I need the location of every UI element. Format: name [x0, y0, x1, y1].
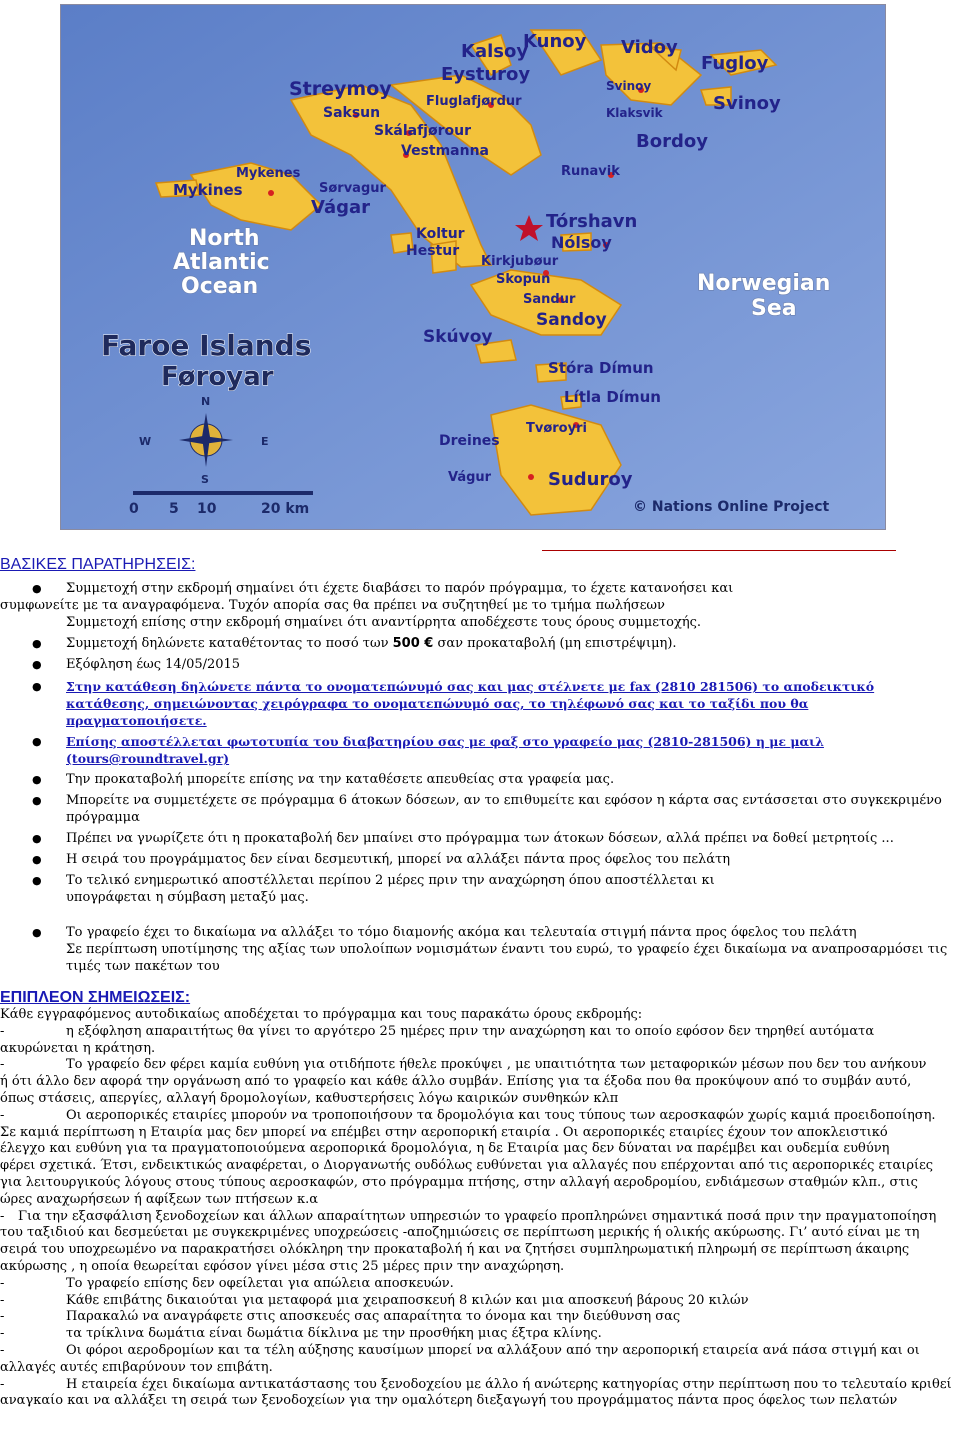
note-item: ● Συμμετοχή δηλώνετε καταθέτοντας το ποσό των 500 € σαν προκαταβολή (μη επιστρέψιμη).	[32, 636, 677, 651]
svg-text:Nólsoy: Nólsoy	[551, 233, 612, 252]
bullet-icon: ●	[32, 832, 42, 845]
svg-text:Klaksvik: Klaksvik	[606, 106, 663, 120]
svg-text:Bordoy: Bordoy	[636, 131, 708, 152]
svg-text:Sandur: Sandur	[523, 292, 576, 307]
extra-note-line: - Οι φόροι αεροδρομίων και τα τέλη αύξησης καυσίμων μπορεί να αλλάξουν από την αεροπορική εταιρεία ανά πάσα στιγμή και οι	[0, 1342, 920, 1358]
note-item	[0, 678, 960, 729]
note-item	[0, 771, 960, 788]
extra-note-line: σειρά του υποχρεωμένο να παρακρατήσει ολόκληρη την προκαταβολή ή και να ζητήσει συμπληρωματική πληρωμή σε περίπτωση άκαιρης	[0, 1242, 910, 1258]
extra-note-line: φέρει σχετικά. Έτσι, ενδεικτικώς αναφέρεται, ο Διοργανωτής ουδόλως ευθύνεται για αλλαγές που επέρχονται από τις αεροπορικές εταιρίες	[0, 1158, 934, 1174]
extra-note-line: - τα τρίκλινα δωμάτια είναι δωμάτια δίκλινα με την προσθήκη μιας έξτρα κλίνης.	[0, 1326, 602, 1342]
extra-note-line: - η εξόφληση απαραιτήτως θα γίνει το αργότερο 25 ημέρες πριν την αναχώρηση και το οποίο εφόσον δεν τηρηθεί αυτόματα	[0, 1023, 875, 1039]
extra-note-line: Σε καμιά περίπτωση η Εταιρία μας δεν μπορεί να επέμβει στην αεροπορική εταιρία . Οι αεροπορικές εταιρίες έχουν τον αποκλειστικό	[0, 1124, 888, 1140]
compass-s: S	[201, 473, 209, 486]
note-line: Την προκαταβολή μπορείτε επίσης να την καταθέσετε απευθείας στα γραφεία μας.	[66, 772, 615, 787]
svg-text:Koltur: Koltur	[416, 226, 465, 242]
note-line: πραγματοποιήσετε.	[66, 713, 207, 728]
note-item	[0, 924, 960, 975]
extra-note-line: - Για την εξασφάλιση ξενοδοχείων και άλλων απαραίτητων υπηρεσιών το γραφείο προπληρώνει σημαντικά ποσά πριν την πραγματοποίηση	[0, 1208, 937, 1224]
svg-text:Mykines: Mykines	[173, 181, 243, 199]
divider	[542, 550, 896, 551]
svg-text:Sørvagur: Sørvagur	[319, 181, 386, 196]
svg-text:Tórshavn: Tórshavn	[546, 211, 638, 232]
svg-text:Vágar: Vágar	[311, 197, 371, 218]
svg-text:Fugloy: Fugloy	[701, 53, 769, 74]
note-line: Μπορείτε να συμμετέχετε σε πρόγραμμα 6 άτοκων δόσεων, αν το επιθυμείτε και εφόσον η κάρτα σας εντάσσεται στο συγκεκριμένο	[66, 793, 942, 808]
svg-text:Vidoy: Vidoy	[621, 37, 678, 58]
section2-list	[0, 1024, 960, 1410]
svg-text:Tvøroyri: Tvøroyri	[526, 421, 587, 436]
extra-note-line: για λειτουργικούς λόγους στους τύπους αεροσκαφών, στο πρόγραμμα πτήσης, στην αλλαγή αεροδρομίου, ενδιάμεσων σταθμών κλπ., στις	[0, 1174, 918, 1190]
svg-text:Vágur: Vágur	[448, 470, 492, 485]
svg-text:Saksun: Saksun	[323, 105, 381, 121]
extra-note-line: ώρες αναχωρήσεων ή αφίξεων των πτήσεων κ.α	[0, 1191, 319, 1207]
compass-e: E	[261, 435, 269, 448]
svg-text:Ocean: Ocean	[181, 274, 259, 299]
extra-note-line: - Το γραφείο δεν φέρει καμία ευθύνη για οτιδήποτε ήθελε προκύψει , με υπαιτιότητα των μεταφορικών μέσων που δεν του ανήκουν	[0, 1057, 927, 1073]
extra-note-line: έλεγχο και ευθύνη για τα πραγματοποιούμενα αεροπορικά δρομολόγια, η δε Εταιρία μας δεν δύναται να παρέμβει και ουδεμία ευθύνη	[0, 1141, 890, 1157]
svg-text:Runavik: Runavik	[561, 164, 620, 179]
note-line: Πρέπει να γνωρίζετε ότι η προκαταβολή δεν μπαίνει στο πρόγραμμα των άτοκων δόσεων, αλλά πρέπει να δοθεί μετρητοίς ...	[66, 831, 894, 846]
svg-text:Kunoy: Kunoy	[523, 31, 587, 52]
map-title: Faroe Islands	[101, 329, 312, 362]
bullet-icon: ●	[32, 794, 42, 807]
svg-text:Svinoy: Svinoy	[713, 93, 781, 114]
note-line: τιμές των πακέτων του	[66, 959, 220, 974]
extra-note-line: αναγκαίο και να αλλάξει τη σειρά των ξενοδοχείων για την ομαλότερη διεξαγωγή του προγράμματος πάντα προς όφελος των πελατών	[0, 1393, 898, 1409]
note-item	[0, 580, 960, 631]
svg-text:Skúvoy: Skúvoy	[423, 327, 493, 347]
bullet-icon: ●	[32, 637, 42, 650]
svg-text:Streymoy: Streymoy	[289, 78, 392, 100]
extra-note-line: - Κάθε επιβάτης δικαιούται για μεταφορά μια χειραποσκευή 8 κιλών και μια αποσκευή βάρους 20 κιλών	[0, 1292, 749, 1308]
extra-note-line: ακύρωσης , η οποία θεωρείται εφόσον γίνει μέσα στις 25 μέρες πριν την αναχώρηση.	[0, 1258, 565, 1274]
note-line: πρόγραμμα	[66, 810, 140, 825]
svg-text:0: 0	[129, 501, 139, 517]
bullet-icon: ●	[32, 773, 42, 786]
section2-intro: Κάθε εγγραφόμενος αυτοδικαίως αποδέχεται το πρόγραμμα και τους παρακάτω όρους εκδρομής:	[0, 1007, 643, 1022]
note-line: Η σειρά του προγράμματος δεν είναι δεσμευτική, μπορεί να αλλάξει πάντα προς όφελος του πελάτη	[66, 852, 731, 867]
note-line: Επίσης αποστέλλεται φωτοτυπία του διαβατηρίου σας με φαξ στο γραφείο μας (2810-281506) η με μαιλ	[66, 734, 824, 749]
extra-note-line: του ταξιδιού και δεσμεύεται με συγκεκριμένες υποχρεώσεις -αποζημιώσεις σε περίπτωση μερικής ή ολικής ακύρωσης. Γι’ αυτό είναι με τη	[0, 1225, 920, 1241]
section2-heading: ΕΠΙΠΛΕΟΝ ΣΗΜΕΙΩΣΕΙΣ:	[0, 989, 191, 1006]
note-item	[0, 851, 960, 868]
bullet-icon: ●	[32, 874, 42, 887]
extra-note-line: ή ότι άλλο δεν αφορά την οργάνωση από το γραφείο και κάθε άλλο συμβάν. Επίσης για τα έξοδα που θα προκύψουν από το συμβάν αυτό,	[0, 1074, 912, 1090]
svg-text:Skopun: Skopun	[496, 272, 551, 287]
note-line: Το γραφείο έχει το δικαίωμα να αλλάξει το τόμο διαμονής ακόμα και τελευταία στιγμή πάντα προς όφελος του πελάτη	[66, 925, 857, 940]
svg-text:10: 10	[197, 501, 217, 517]
svg-text:Vestmanna: Vestmanna	[401, 143, 490, 159]
note-item	[0, 792, 960, 826]
bullet-icon: ●	[32, 735, 42, 748]
svg-text:Svinoy: Svinoy	[606, 79, 652, 93]
note-line: (tours@roundtravel.gr)	[66, 751, 230, 766]
extra-note-line: - Το γραφείο επίσης δεν οφείλεται για απώλεια αποσκευών.	[0, 1275, 454, 1291]
bullet-icon: ●	[32, 658, 42, 671]
document-body	[0, 556, 960, 1410]
bullet-icon: ●	[32, 680, 42, 693]
compass-w: W	[139, 435, 152, 448]
svg-text:5: 5	[169, 501, 179, 517]
note-line: υπογράφεται η σύμβαση μεταξύ μας.	[66, 890, 309, 905]
note-item	[0, 889, 960, 906]
note-line: Σε περίπτωση υποτίμησης της αξίας των υπολοίπων νομισμάτων έναντι του ευρώ, το γραφείο έχει δικαίωμα να αναπροσαρμόσει τις	[66, 942, 948, 957]
extra-note-line: - Οι αεροπορικές εταιρίες μπορούν να τροποποιήσουν τα δρομολόγια και τους τύπους των αεροσκαφών χωρίς καμιά προειδοποίηση.	[0, 1107, 936, 1123]
note-item	[0, 830, 960, 847]
note-line: συμφωνείτε με τα αναγραφόμενα. Τυχόν απορία σας θα πρέπει να συζητηθεί με το τμήμα πωλήσεων	[0, 598, 665, 613]
svg-text:Hestur: Hestur	[406, 243, 460, 259]
map-subtitle: Føroyar	[161, 362, 274, 392]
extra-note-line: - Η εταιρεία έχει δικαίωμα αντικατάστασης του ξενοδοχείου με άλλο ή ανώτερης κατηγορίας στην περίπτωση που το τελευταίο κριθεί	[0, 1376, 952, 1392]
note-line: Εξόφληση έως 14/05/2015	[66, 657, 241, 672]
svg-text:Dreines: Dreines	[439, 433, 500, 449]
compass-n: N	[201, 395, 211, 408]
note-item	[0, 733, 960, 767]
extra-note-line: όπως στάσεις, απεργίες, αλλαγή δρομολογίων, καθυστερήσεις λόγω καιρικών συνθηκών κλπ	[0, 1090, 619, 1106]
svg-text:20 km: 20 km	[261, 501, 310, 517]
note-line: Στην κατάθεση δηλώνετε πάντα το ονοματεπώνυμό σας και μας στέλνετε με fax (2810 281506) το αποδεικτικό	[66, 679, 875, 694]
svg-text:Kalsoy: Kalsoy	[461, 41, 529, 62]
note-line: Το τελικό ενημερωτικό αποστέλλεται περίπου 2 μέρες πριν την αναχώρηση όπου αποστέλλεται κι	[66, 873, 715, 888]
map-svg	[61, 5, 885, 529]
svg-text:Atlantic: Atlantic	[173, 250, 270, 275]
svg-text:Suduroy: Suduroy	[548, 469, 633, 490]
svg-text:Mykenes: Mykenes	[236, 166, 301, 181]
faroe-map	[60, 4, 886, 530]
extra-note-line: αλλαγές αυτές επιβαρύνουν τον επιβάτη.	[0, 1359, 273, 1375]
note-line: κατάθεσης, σημειώνοντας χειρόγραφα το ονοματεπώνυμό σας, το τηλέφωνό σας και το ταξίδι που θα	[66, 696, 809, 711]
svg-text:Sandoy: Sandoy	[536, 310, 607, 330]
note-item	[0, 656, 960, 673]
bullet-icon: ●	[32, 853, 42, 866]
bullet-icon: ●	[32, 582, 42, 595]
svg-text:Stóra Dímun: Stóra Dímun	[548, 359, 654, 377]
map-copyright: © Nations Online Project	[633, 499, 830, 515]
svg-text:Lítla Dímun: Lítla Dímun	[564, 388, 661, 406]
note-line: Συμμετοχή επίσης στην εκδρομή σημαίνει ότι αναντίρρητα αποδέχεστε τους όρους συμμετοχής.	[66, 615, 702, 630]
extra-note-line: ακυρώνεται η κράτηση.	[0, 1040, 156, 1056]
note-line: Συμμετοχή στην εκδρομή σημαίνει ότι έχετε διαβάσει το παρόν πρόγραμμα, το έχετε κατανοήσει και	[66, 581, 734, 596]
bullet-icon: ●	[32, 926, 42, 939]
svg-text:Fluglafjørdur: Fluglafjørdur	[426, 94, 522, 109]
note-item	[0, 872, 960, 889]
svg-text:Skálafjørour: Skálafjørour	[374, 123, 471, 139]
extra-note-line: - Παρακαλώ να αναγράφετε στις αποσκευές σας απαραίτητα το όνομα και την διεύθυνση σας	[0, 1309, 681, 1325]
svg-text:Sea: Sea	[751, 296, 797, 321]
svg-text:Kirkjubøur: Kirkjubøur	[481, 254, 559, 269]
svg-text:North: North	[189, 226, 260, 251]
section1-heading: ΒΑΣΙΚΕΣ ΠΑΡΑΤΗΡΗΣΕΙΣ:	[0, 556, 196, 573]
svg-text:Eysturoy: Eysturoy	[441, 64, 531, 85]
svg-text:Norwegian: Norwegian	[697, 271, 831, 296]
section1-list	[0, 580, 960, 975]
